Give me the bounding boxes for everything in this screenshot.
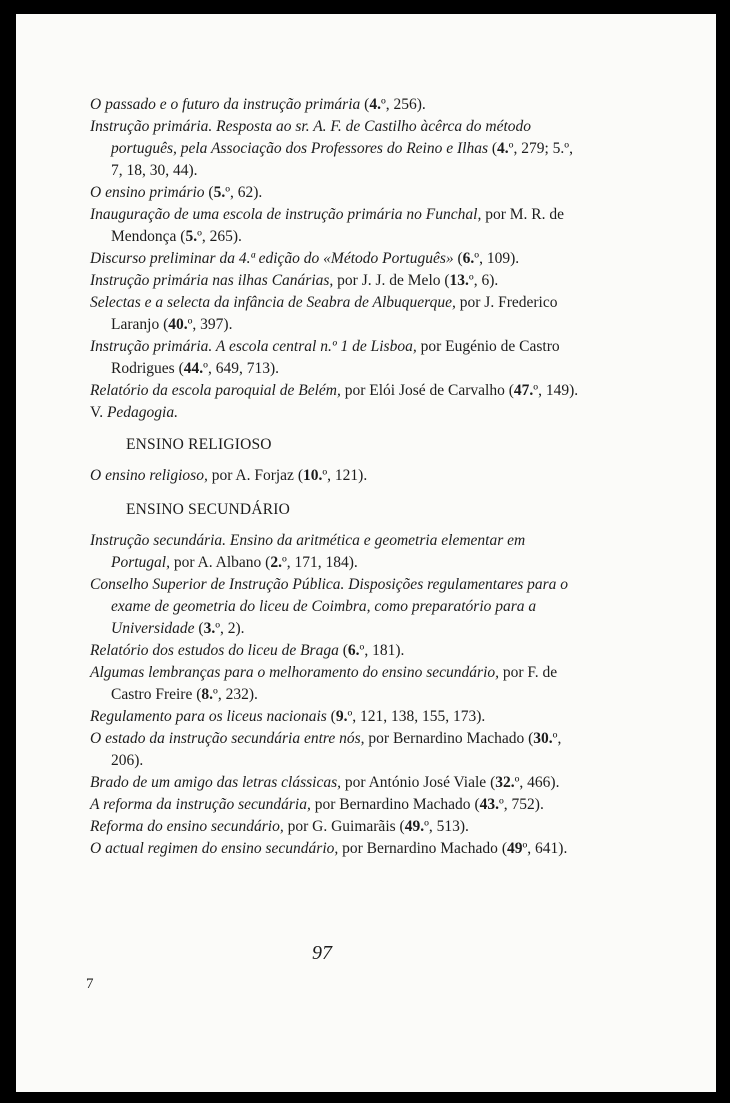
entry-volume: 6. [347, 642, 360, 659]
entry-ref-pages: º, 466). [514, 774, 560, 791]
entry-ref-open: ( [486, 774, 496, 791]
signature-mark: 7 [86, 976, 94, 992]
page-number: 97 [312, 942, 332, 964]
entry-ref-open: ( [488, 140, 498, 157]
entry-volume: 6. [462, 250, 475, 267]
entry-ref-pages: º, 256). [380, 96, 426, 113]
entry-volume: 30. [533, 730, 553, 747]
entry-ref-open: ( [338, 642, 348, 659]
entry-title: Conselho Superior de Instrução Pública. Disposições regulamentares para o exame de geometria do liceu de Coimbra, como preparatório para a Universidade [90, 576, 569, 637]
entry-title: O ensino religioso, [90, 467, 208, 484]
entry-author: por Elói José de Carvalho [340, 382, 505, 399]
entry-ref-open: ( [159, 316, 169, 333]
bibliography-entry [90, 640, 580, 662]
entry-title: O actual regimen do ensino secundário, [90, 840, 339, 857]
bibliography-entry [90, 816, 580, 838]
entry-ref-pages: º, 109). [474, 250, 520, 267]
entry-title: Instrução primária. A escola central n.º 1 de Lisboa, [90, 338, 417, 355]
entry-author: por F. de Castro Freire [111, 664, 558, 703]
entry-author: por A. Albano [170, 554, 262, 571]
entry-title: O passado e o futuro da instrução primária [90, 96, 361, 113]
entry-ref-open: ( [174, 360, 184, 377]
bibliography-entry [90, 270, 580, 292]
entry-title: Instrução secundária. Ensino da aritmética e geometria elementar em Portugal, [90, 532, 526, 571]
entries-group-religioso [90, 465, 580, 487]
bibliography-entry [90, 706, 580, 728]
entry-volume: 5. [213, 184, 226, 201]
entry-ref-pages: º, 265). [197, 228, 242, 245]
bibliography-entry [90, 248, 580, 270]
entries-group-secundario [90, 530, 580, 860]
entry-ref-pages: º, 149). [533, 382, 579, 399]
entry-title: Relatório da escola paroquial de Belém, [90, 382, 341, 399]
entry-title: O estado da instrução secundária entre nós, [90, 730, 365, 747]
entry-author: por António José Viale [341, 774, 487, 791]
entry-volume: 49 [506, 840, 523, 857]
bibliography-entry [90, 574, 580, 640]
entry-author: por M. R. de Mendonça [111, 206, 565, 245]
entry-author: por Eugénio de Castro Rodrigues [111, 338, 560, 377]
entry-title: Instrução primária nas ilhas Canárias, [90, 272, 334, 289]
entry-volume: 10. [302, 467, 323, 484]
entry-ref-pages: º, 181). [359, 642, 405, 659]
entry-title: A reforma da instrução secundária, [90, 796, 311, 813]
entry-title: Reforma do ensino secundário, [90, 818, 284, 835]
entry-title: Inauguração de uma escola de instrução primária no Funchal, [90, 206, 482, 223]
entry-ref-open: ( [470, 796, 480, 813]
entry-ref-pages: º, 513). [424, 818, 469, 835]
entry-volume: 40. [168, 316, 188, 333]
entry-author: por Bernardino Machado [310, 796, 471, 813]
entry-ref-pages: º, 6). [468, 272, 499, 289]
entry-ref-pages: º, 232). [213, 686, 258, 703]
bibliography-entry [90, 530, 580, 574]
bibliography-entry [90, 94, 580, 116]
entry-ref-open: ( [524, 730, 534, 747]
entry-ref-open: ( [194, 620, 204, 637]
entry-ref-open: ( [440, 272, 450, 289]
entry-ref-pages: º, 397). [187, 316, 233, 333]
entry-author: por Bernardino Machado [364, 730, 525, 747]
bibliography-entry [90, 182, 580, 204]
entry-ref-open: ( [453, 250, 463, 267]
entry-volume: 4. [497, 140, 509, 157]
entry-volume: 8. [201, 686, 214, 703]
bibliography-list [90, 94, 580, 860]
entry-ref-open: ( [293, 467, 303, 484]
entry-title: Selectas e a selecta da infância de Seabra de Albuquerque, [90, 294, 456, 311]
entry-volume: 3. [203, 620, 216, 637]
entry-ref-open: ( [497, 840, 507, 857]
entry-volume: 44. [183, 360, 204, 377]
entry-ref-pages: º, 171, 184). [281, 554, 358, 571]
bibliography-entry [90, 292, 580, 336]
entry-ref-pages: º, 279; 5.º, 7, 18, 30, 44). [111, 140, 573, 179]
bibliography-entry [90, 794, 580, 816]
entry-title: Relatório dos estudos do liceu de Braga [90, 642, 339, 659]
bibliography-entry [90, 336, 580, 380]
bibliography-entry [90, 728, 580, 772]
entry-title: Brado de um amigo das letras clássicas, [90, 774, 342, 791]
bibliography-entry [90, 465, 580, 487]
bibliography-entry [90, 838, 580, 860]
entry-ref-open: ( [176, 228, 186, 245]
bibliography-entry [90, 662, 580, 706]
entry-ref-pages: º, 752). [498, 796, 544, 813]
section-label: Pedagogia. [106, 404, 178, 421]
entry-ref-pages: º, 121, 138, 155, 173). [347, 708, 486, 725]
entry-volume: 5. [185, 228, 198, 245]
entry-title: Regulamento para os liceus nacionais [90, 708, 327, 725]
entry-volume: 4. [369, 96, 381, 113]
entry-ref-open: ( [395, 818, 405, 835]
entries-group-primary [90, 94, 580, 402]
entry-volume: 9. [335, 708, 348, 725]
document-page [16, 14, 716, 1092]
entry-ref-pages: º, 62). [225, 184, 263, 201]
entry-ref-open: ( [192, 686, 202, 703]
entry-volume: 49. [404, 818, 425, 835]
entry-author: por Bernardino Machado [338, 840, 498, 857]
entry-ref-pages: º, 649, 713). [203, 360, 279, 377]
entry-ref-open: ( [326, 708, 336, 725]
entry-volume: 13. [449, 272, 469, 289]
entry-ref-pages: º, 641). [522, 840, 568, 857]
entry-ref-pages: º, 121). [322, 467, 368, 484]
entry-volume: 43. [479, 796, 499, 813]
entry-author: por J. J. de Melo [333, 272, 441, 289]
entry-ref-open: ( [204, 184, 214, 201]
entry-volume: 47. [513, 382, 534, 399]
bibliography-entry [90, 116, 580, 182]
entry-title: O ensino primário [90, 184, 205, 201]
bibliography-entry [90, 204, 580, 248]
heading-ensino-religioso: ENSINO RELIGIOSO [126, 436, 272, 453]
entry-title: Instrução primária. Resposta ao sr. A. F. de Castilho àcêrca do método português, pela Associação dos Professores do Reino e Ilhas [90, 118, 532, 157]
entry-ref-open: ( [261, 554, 271, 571]
entry-title: Algumas lembranças para o melhoramento do ensino secundário, [90, 664, 499, 681]
entry-ref-open: ( [504, 382, 514, 399]
entry-ref-pages: º, 206). [111, 730, 562, 769]
heading-ensino-secundario: ENSINO SECUNDÁRIO [126, 501, 291, 518]
bibliography-entry [90, 380, 580, 402]
entry-ref-pages: º, 2). [215, 620, 245, 637]
entry-author: por A. Forjaz [207, 467, 294, 484]
entry-title: Discurso preliminar da 4.ª edição do «Método Português» [90, 250, 454, 267]
entry-volume: 32. [495, 774, 515, 791]
entry-author: por J. Frederico Laranjo [111, 294, 558, 333]
bibliography-entry [90, 772, 580, 794]
section-v [90, 402, 580, 424]
entry-author: por G. Guimarãis [283, 818, 396, 835]
section-numeral: V. [90, 404, 107, 421]
entry-ref-open: ( [360, 96, 370, 113]
entry-volume: 2. [270, 554, 282, 571]
